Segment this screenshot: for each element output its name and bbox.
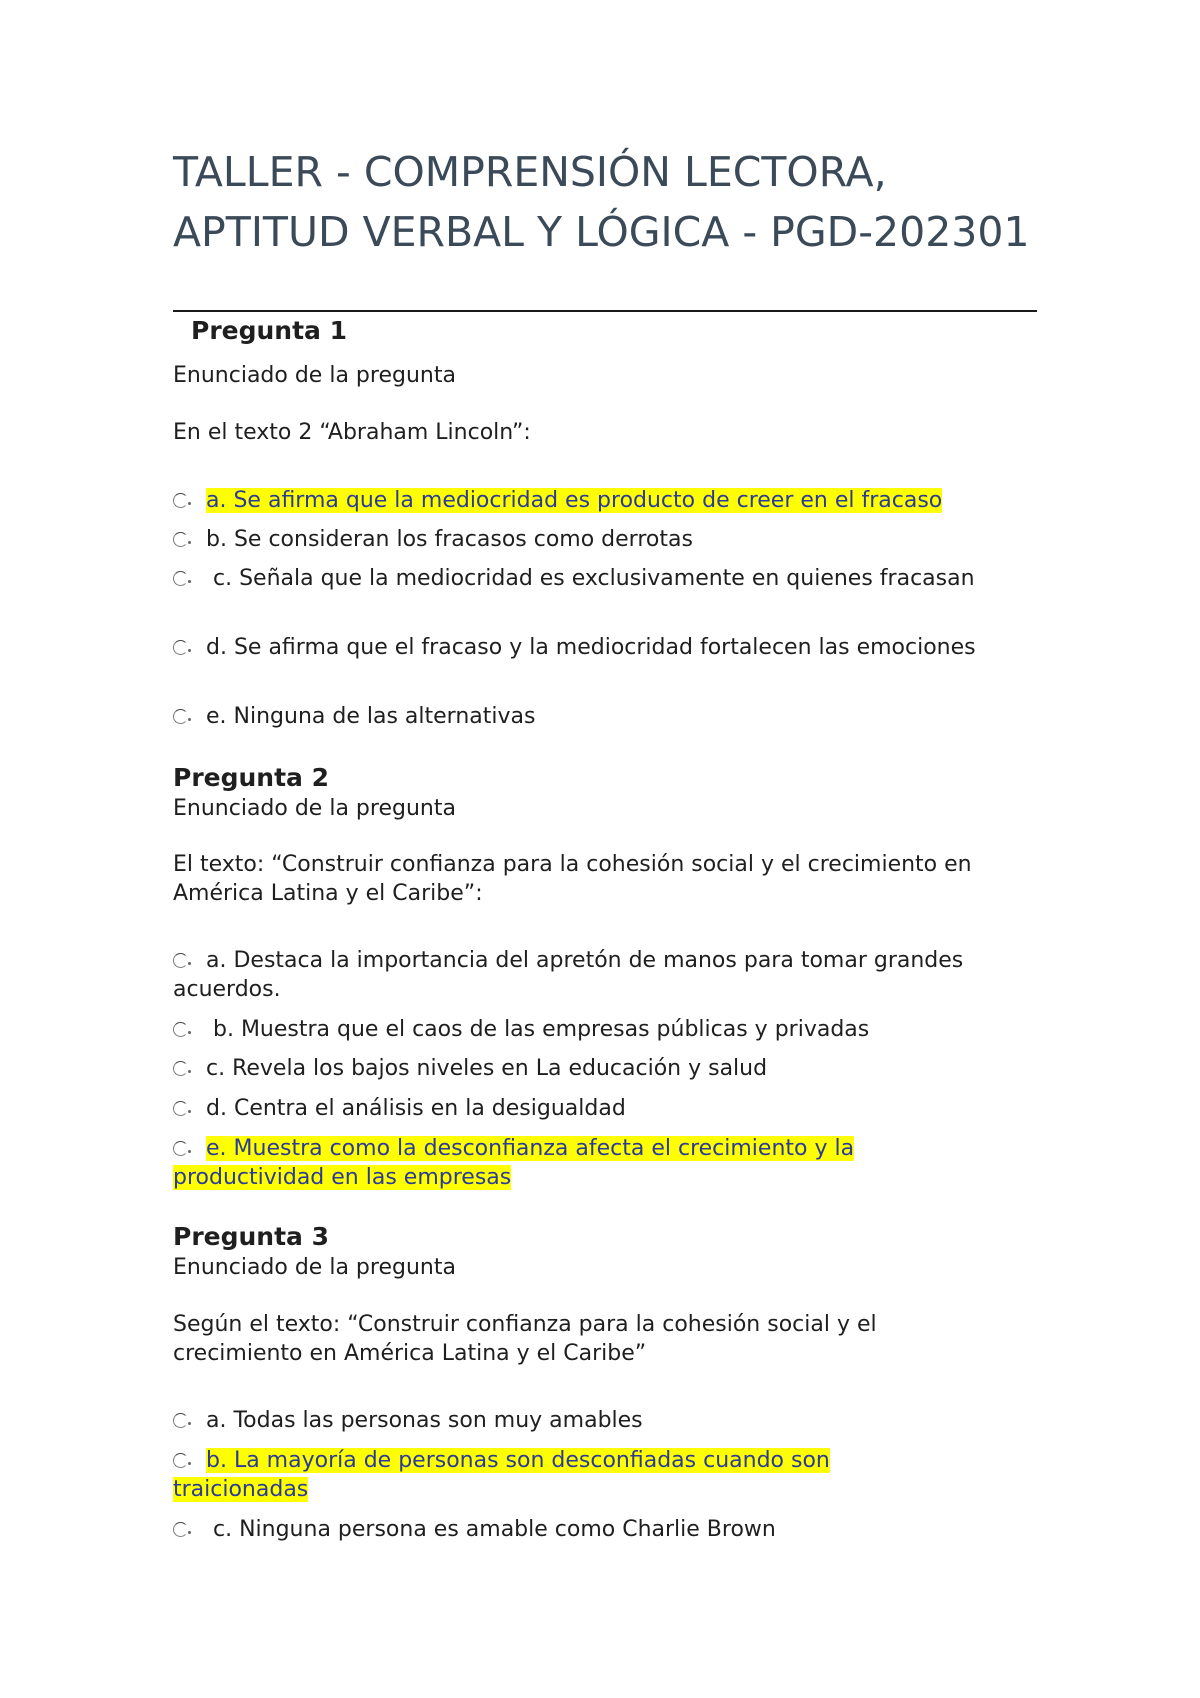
option-label: c. Ninguna persona es amable como Charlie Brown [206, 1517, 776, 1542]
question-1-heading: Pregunta 1 [191, 316, 348, 345]
question-2-prompt: El texto: “Construir confianza para la cohesión social y el crecimiento en América Latina y el Caribe”: [173, 852, 972, 906]
question-2-option-e[interactable] [173, 1134, 933, 1192]
radio-icon[interactable] [173, 571, 188, 586]
radio-icon[interactable] [173, 709, 188, 724]
option-label: e. Ninguna de las alternativas [206, 704, 536, 729]
option-label: e. Muestra como la desconfianza afecta el crecimiento y la productividad en las empresas [173, 1136, 855, 1190]
question-2-heading: Pregunta 2 [173, 763, 330, 792]
option-label: d. Se afirma que el fracaso y la mediocridad fortalecen las emociones [206, 635, 976, 660]
radio-icon[interactable] [173, 1453, 188, 1468]
option-label: b. Se consideran los fracasos como derrotas [206, 527, 693, 552]
question-3-statement-label: Enunciado de la pregunta [173, 1255, 456, 1280]
question-3-option-a[interactable] [173, 1406, 1037, 1435]
question-1-prompt: En el texto 2 “Abraham Lincoln”: [173, 420, 531, 445]
question-2-option-b[interactable] [173, 1015, 1037, 1044]
question-2-statement-label: Enunciado de la pregunta [173, 796, 456, 821]
option-label: b. Muestra que el caos de las empresas públicas y privadas [206, 1017, 870, 1042]
option-label: c. Señala que la mediocridad es exclusivamente en quienes fracasan [206, 566, 975, 591]
radio-icon[interactable] [173, 493, 188, 508]
question-3-heading: Pregunta 3 [173, 1222, 330, 1251]
radio-icon[interactable] [173, 1141, 188, 1156]
option-label: b. La mayoría de personas son desconfiadas cuando son traicionadas [173, 1448, 830, 1502]
question-1-option-a[interactable] [173, 486, 1037, 515]
question-2-option-c[interactable] [173, 1054, 1037, 1083]
question-3-prompt: Según el texto: “Construir confianza para la cohesión social y el crecimiento en América Latina y el Caribe” [173, 1312, 877, 1366]
radio-icon[interactable] [173, 1101, 188, 1116]
question-3-option-b[interactable] [173, 1446, 933, 1504]
question-1-statement-label: Enunciado de la pregunta [173, 363, 456, 388]
page-title: TALLER - COMPRENSIÓN LECTORA, APTITUD VERBAL Y LÓGICA - PGD-202301 [173, 148, 1030, 256]
title-divider [173, 310, 1037, 312]
option-label: a. Se afirma que la mediocridad es producto de creer en el fracaso [206, 488, 943, 513]
radio-icon[interactable] [173, 532, 188, 547]
question-1-option-b[interactable] [173, 525, 1037, 554]
radio-icon[interactable] [173, 640, 188, 655]
radio-icon[interactable] [173, 1061, 188, 1076]
radio-icon[interactable] [173, 1022, 188, 1037]
radio-icon[interactable] [173, 1522, 188, 1537]
option-label: c. Revela los bajos niveles en La educación y salud [206, 1056, 768, 1081]
question-2-option-d[interactable] [173, 1094, 1037, 1123]
radio-icon[interactable] [173, 953, 188, 968]
question-1-option-c[interactable] [173, 564, 1037, 593]
question-2-option-a[interactable] [173, 946, 1037, 1004]
option-label: d. Centra el análisis en la desigualdad [206, 1096, 626, 1121]
question-1-option-e[interactable] [173, 702, 1037, 731]
option-label: a. Todas las personas son muy amables [206, 1408, 643, 1433]
question-1-option-d[interactable] [173, 633, 1037, 662]
radio-icon[interactable] [173, 1413, 188, 1428]
question-3-option-c[interactable] [173, 1515, 1037, 1544]
option-label: a. Destaca la importancia del apretón de manos para tomar grandes acuerdos. [173, 948, 964, 1002]
